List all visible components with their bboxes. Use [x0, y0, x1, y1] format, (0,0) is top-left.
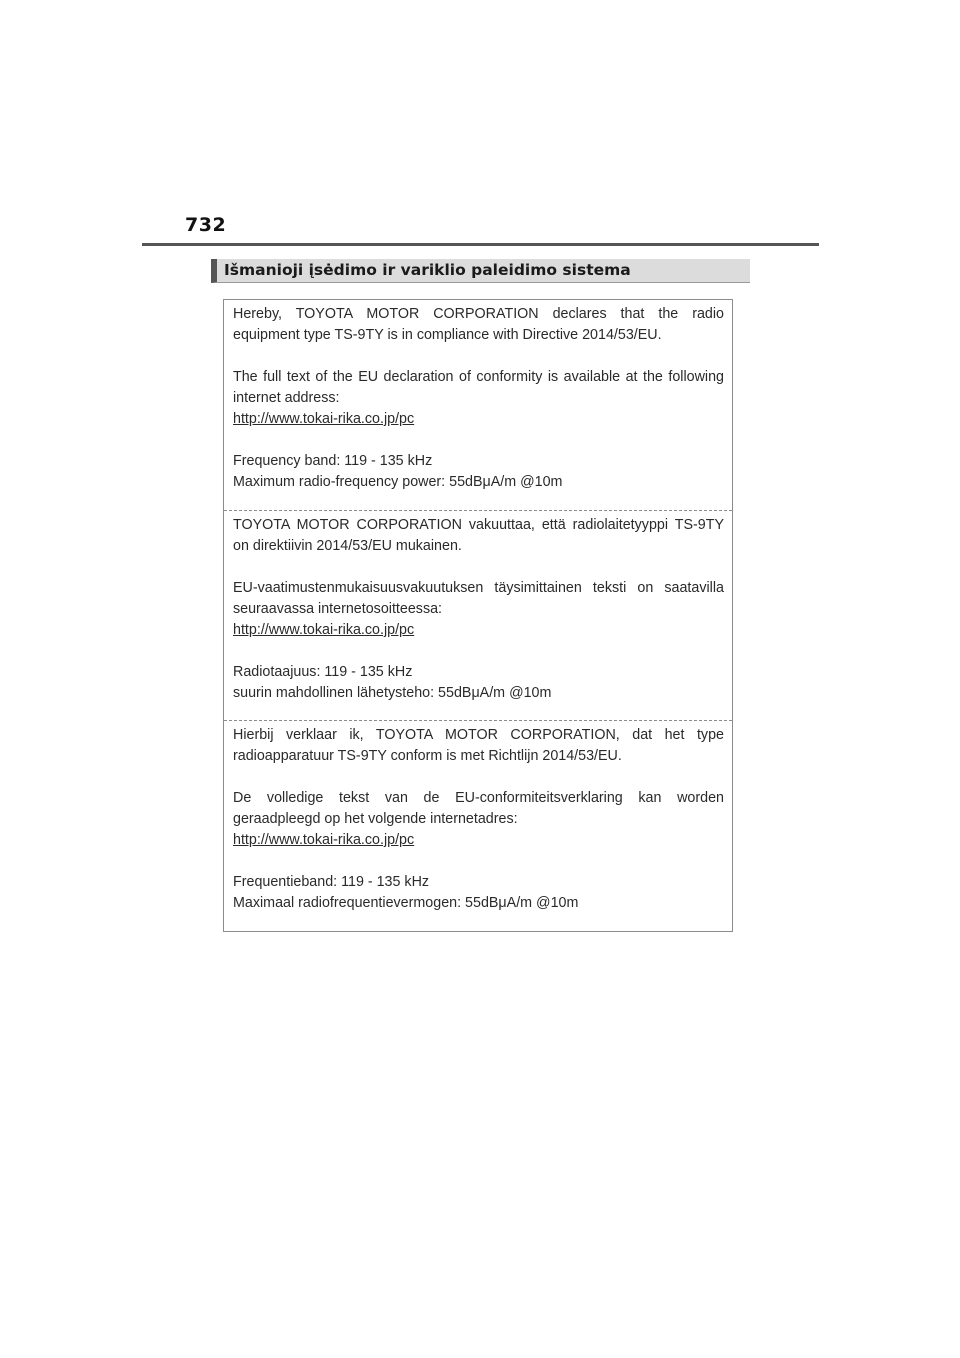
max-power: suurin mahdollinen lähetysteho: 55dBμA/m @10m — [233, 685, 552, 701]
notice-dutch — [224, 721, 732, 931]
frequency-band: Frequentieband: 119 - 135 kHz — [233, 874, 430, 890]
max-power: Maximaal radiofrequentievermogen: 55dBμA/m @10m — [233, 895, 579, 911]
declaration-link[interactable]: http://www.tokai-rika.co.jp/pc — [233, 622, 415, 638]
max-power: Maximum radio-frequency power: 55dBμA/m @10m — [233, 474, 563, 490]
header-rule — [142, 243, 819, 246]
declaration-link[interactable]: http://www.tokai-rika.co.jp/pc — [233, 832, 415, 848]
section-title: Išmanioji įsėdimo ir variklio paleidimo sistema — [224, 261, 631, 279]
page-number: 732 — [185, 214, 227, 236]
full-text-note: The full text of the EU declaration of conformity is available at the following internet address: — [233, 369, 724, 406]
declaration-text: Hereby, TOYOTA MOTOR CORPORATION declares that the radio equipment type TS-9TY is in compliance with Directive 2014/53/EU. — [233, 306, 724, 343]
full-text-note: De volledige tekst van de EU-conformiteitsverklaring kan worden geraadpleegd op het volgende internetadres: — [233, 790, 724, 827]
declaration-text: TOYOTA MOTOR CORPORATION vakuuttaa, että radiolaitetyyppi TS-9TY on direktiivin 2014/53/EU mukainen. — [233, 517, 724, 554]
section-header — [211, 259, 750, 283]
frequency-band: Frequency band: 119 - 135 kHz — [233, 453, 433, 469]
declaration-box — [223, 299, 733, 932]
notice-english — [224, 300, 732, 511]
notice-finnish — [224, 511, 732, 721]
declaration-link[interactable]: http://www.tokai-rika.co.jp/pc — [233, 411, 415, 427]
frequency-band: Radiotaajuus: 119 - 135 kHz — [233, 664, 413, 680]
declaration-text: Hierbij verklaar ik, TOYOTA MOTOR CORPORATION, dat het type radioapparatuur TS-9TY conform is met Richtlijn 2014/53/EU. — [233, 727, 724, 764]
full-text-note: EU-vaatimustenmukaisuusvakuutuksen täysimittainen teksti on saatavilla seuraavassa internetosoitteessa: — [233, 580, 724, 617]
